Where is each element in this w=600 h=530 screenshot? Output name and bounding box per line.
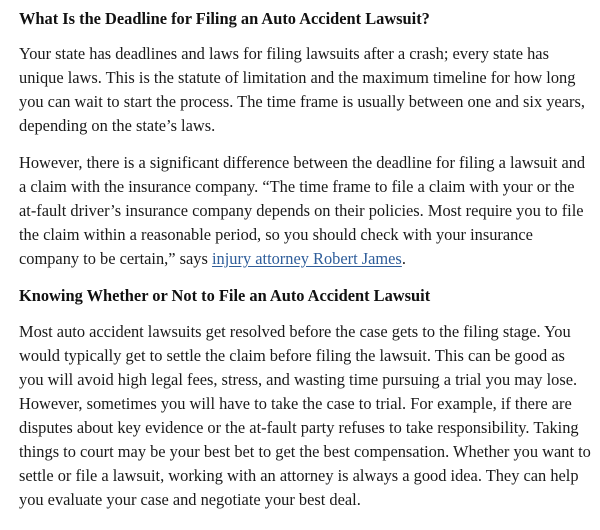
paragraph-settle-or-file: Most auto accident lawsuits get resolved before the case gets to the filing stage. You would typically get to settle the claim before filing the lawsuit. This can be good as you will avoid high legal fees, stress, and wasting time pursuing a trial you may lose. However, sometimes you will have to take the case to trial. For example, if there are disputes about key evidence or the at-fault party refuses to take responsibility. Taking things to court may be your best bet to get the best compensation. Whether you want to settle or file a lawsuit, working with an attorney is always a good idea. They can help you evaluate your case and negotiate your best deal. — [19, 322, 591, 509]
paragraph-insurance-claim-text: However, there is a significant difference between the deadline for filing a lawsuit and a claim with the insurance company. “The time frame to file a claim with your or the at-fault driver’s insurance company depends on their policies. Most require you to file the claim within a reasonable period, so you should check with your insurance company to be certain,” says — [19, 153, 586, 268]
section-heading-deadline: What Is the Deadline for Filing an Auto Accident Lawsuit? — [19, 9, 430, 28]
paragraph-insurance-claim-end: . — [401, 249, 406, 268]
article-body — [19, 8, 591, 512]
section-heading-whether-to-file: Knowing Whether or Not to File an Auto Accident Lawsuit — [19, 286, 431, 305]
paragraph-insurance-claim — [19, 151, 591, 271]
attorney-link[interactable]: injury attorney Robert James — [211, 249, 402, 268]
paragraph-statute-of-limitation: Your state has deadlines and laws for filing lawsuits after a crash; every state has unique laws. This is the statute of limitation and the maximum timeline for how long you can wait to start the process. The time frame is usually between one and six years, depending on the state’s laws. — [19, 44, 585, 135]
